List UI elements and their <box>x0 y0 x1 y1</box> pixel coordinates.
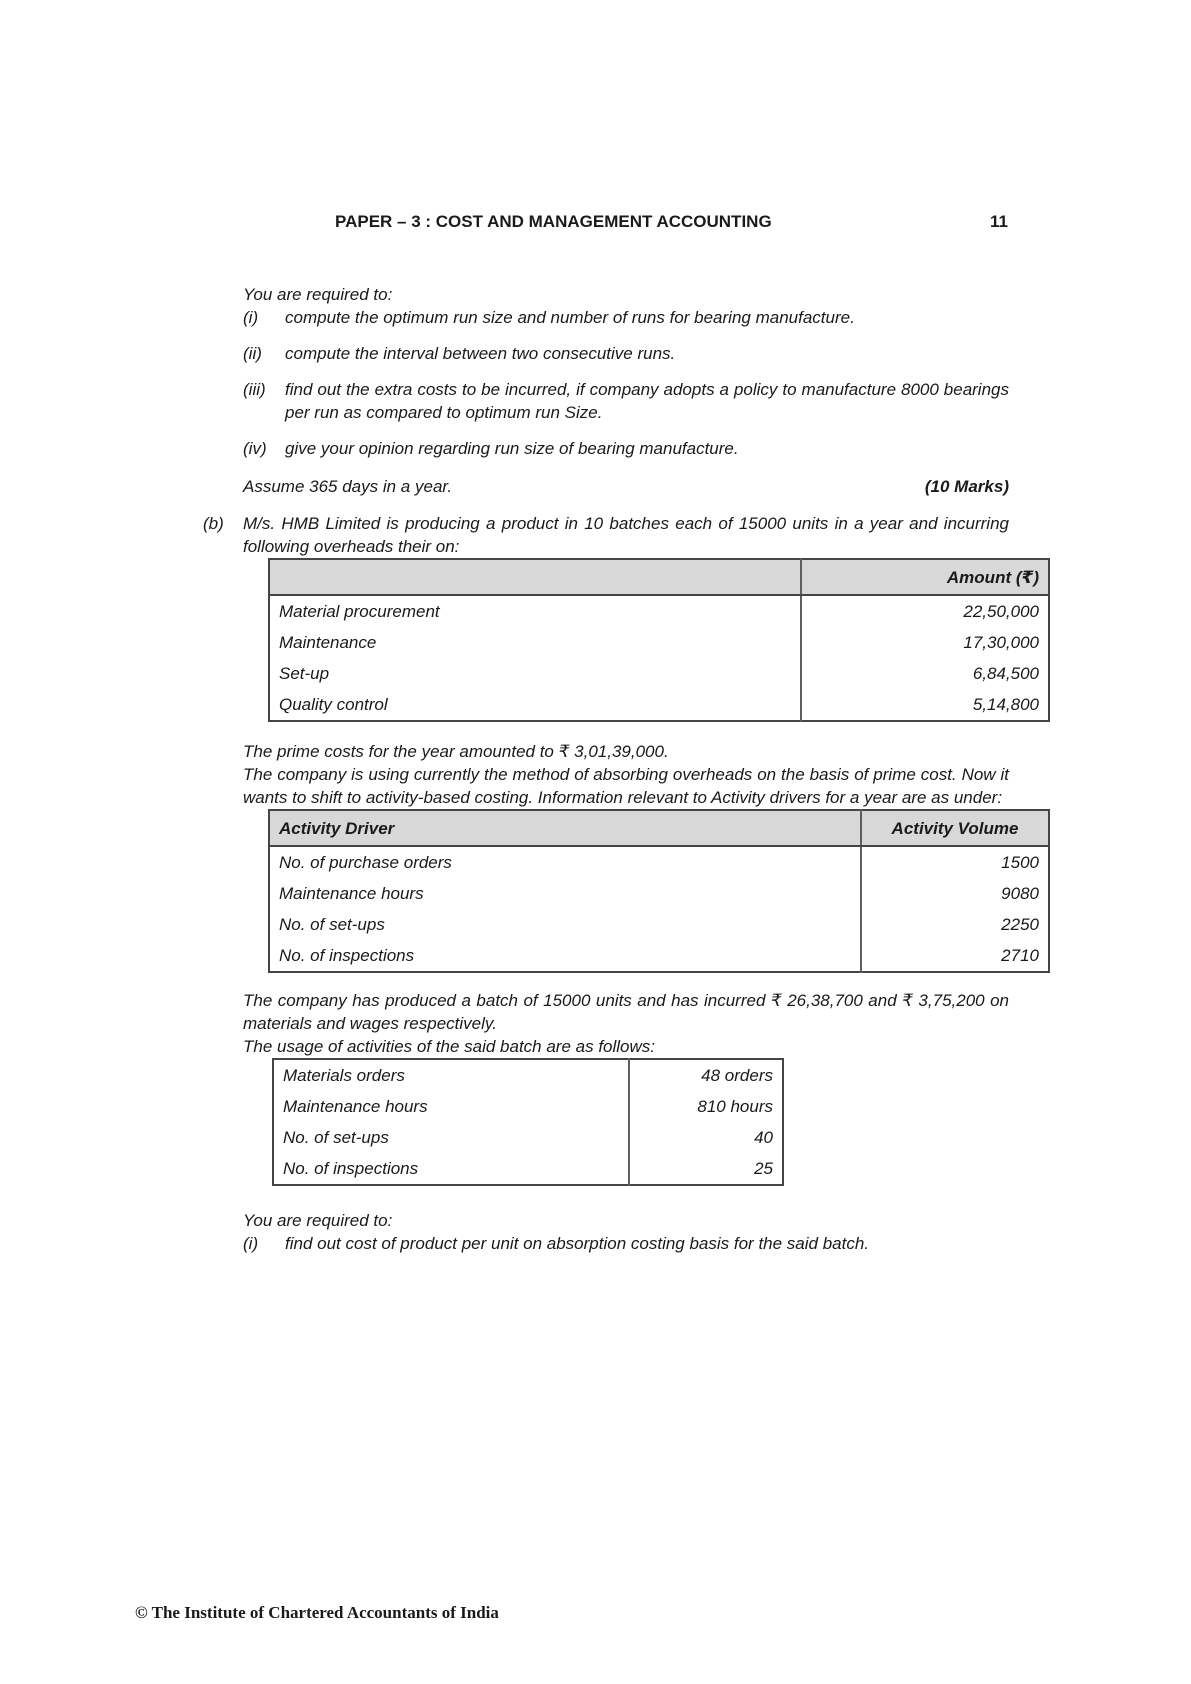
overheads-table <box>268 558 1050 722</box>
table-row <box>269 940 1049 972</box>
activity-driver: No. of inspections <box>279 946 415 965</box>
usage-intro-line: The usage of activities of the said batch are as follows: <box>243 1037 656 1056</box>
usage-activity: Materials orders <box>283 1066 405 1085</box>
activity-driver-header: Activity Driver <box>269 810 861 846</box>
usage-activity: Maintenance hours <box>283 1097 428 1116</box>
requirement-text: compute the interval between two consecutive runs. <box>285 344 676 363</box>
table-row <box>273 1091 783 1122</box>
activity-driver: No. of set-ups <box>279 915 385 934</box>
overhead-amount: 22,50,000 <box>801 595 1049 627</box>
requirement-item <box>243 437 1009 460</box>
activity-driver: Maintenance hours <box>279 884 424 903</box>
usage-value: 25 <box>629 1153 783 1185</box>
overhead-amount: 5,14,800 <box>801 689 1049 721</box>
usage-activity: No. of set-ups <box>283 1128 389 1147</box>
activity-driver-table <box>268 809 1050 973</box>
table-row <box>269 595 1049 627</box>
usage-activity: No. of inspections <box>283 1159 419 1178</box>
paper-title: PAPER – 3 : COST AND MANAGEMENT ACCOUNTING <box>335 212 772 231</box>
marks-badge: (10 Marks) <box>924 477 1009 496</box>
table-header-row <box>269 810 1049 846</box>
requirement-number: (ii) <box>243 344 262 363</box>
requirement-number: (i) <box>243 308 259 327</box>
assume-text: Assume 365 days in a year. <box>243 477 453 496</box>
table-row <box>269 909 1049 940</box>
overhead-amount: 17,30,000 <box>801 627 1049 658</box>
prime-costs-line: The prime costs for the year amounted to ₹ 3,01,39,000. <box>243 742 669 761</box>
table-row <box>269 658 1049 689</box>
requirement-text: compute the optimum run size and number of runs for bearing manufacture. <box>285 308 855 327</box>
overheads-blank-header <box>269 559 801 595</box>
requirement-number: (i) <box>243 1234 259 1253</box>
overhead-label: Quality control <box>279 695 388 714</box>
copyright-footer: © The Institute of Chartered Accountants of India <box>135 1603 499 1622</box>
activity-volume: 1500 <box>861 846 1049 878</box>
activity-volume: 9080 <box>861 878 1049 909</box>
table-header-row <box>269 559 1049 595</box>
requirement-item <box>243 1232 1009 1255</box>
overhead-label: Set-up <box>279 664 330 683</box>
part-b-body <box>243 512 1039 1268</box>
table-row <box>269 689 1049 721</box>
part-b-section <box>203 512 1039 1268</box>
required-intro-b: You are required to: <box>243 1211 393 1230</box>
overhead-label: Maintenance <box>279 633 377 652</box>
amount-header: Amount (₹) <box>801 559 1049 595</box>
usage-value: 48 orders <box>629 1059 783 1091</box>
usage-value: 40 <box>629 1122 783 1153</box>
overhead-amount: 6,84,500 <box>801 658 1049 689</box>
batch-usage-table <box>272 1058 784 1186</box>
activity-volume-header: Activity Volume <box>861 810 1049 846</box>
batch-cost-para: The company has produced a batch of 15000 units and has incurred ₹ 26,38,700 and ₹ 3,75,200 on materials and wages respectively. <box>243 991 1009 1033</box>
part-b-intro: M/s. HMB Limited is producing a product in 10 batches each of 15000 units in a year and incurring following overheads their on: <box>243 514 1009 556</box>
requirement-item <box>243 342 1009 365</box>
assume-line <box>243 475 1009 498</box>
requirement-item <box>243 378 1009 424</box>
activity-volume: 2710 <box>861 940 1049 972</box>
activity-intro-para: The company is using currently the method of absorbing overheads on the basis of prime cost. Now it wants to shift to activity-based costing. Information relevant to Activity drivers for a year are as under: <box>243 765 1009 807</box>
question-content <box>203 283 1039 1268</box>
table-row <box>273 1153 783 1185</box>
part-a-section <box>243 283 1009 498</box>
requirement-item <box>243 306 1009 329</box>
overhead-label: Material procurement <box>279 602 440 621</box>
page-number: 11 <box>990 212 1008 231</box>
table-row <box>273 1059 783 1091</box>
requirement-number: (iii) <box>243 380 266 399</box>
required-intro-a: You are required to: <box>243 285 393 304</box>
part-b-label: (b) <box>203 514 224 533</box>
table-row <box>269 846 1049 878</box>
table-row <box>269 627 1049 658</box>
table-row <box>273 1122 783 1153</box>
usage-value: 810 hours <box>629 1091 783 1122</box>
table-row <box>269 878 1049 909</box>
requirement-text: find out cost of product per unit on absorption costing basis for the said batch. <box>285 1234 870 1253</box>
activity-volume: 2250 <box>861 909 1049 940</box>
requirement-text: find out the extra costs to be incurred, if company adopts a policy to manufacture 8000 bearings per run as compared to optimum run Size. <box>285 380 1009 422</box>
requirement-text: give your opinion regarding run size of bearing manufacture. <box>285 439 739 458</box>
activity-driver: No. of purchase orders <box>279 853 452 872</box>
requirement-number: (iv) <box>243 439 267 458</box>
